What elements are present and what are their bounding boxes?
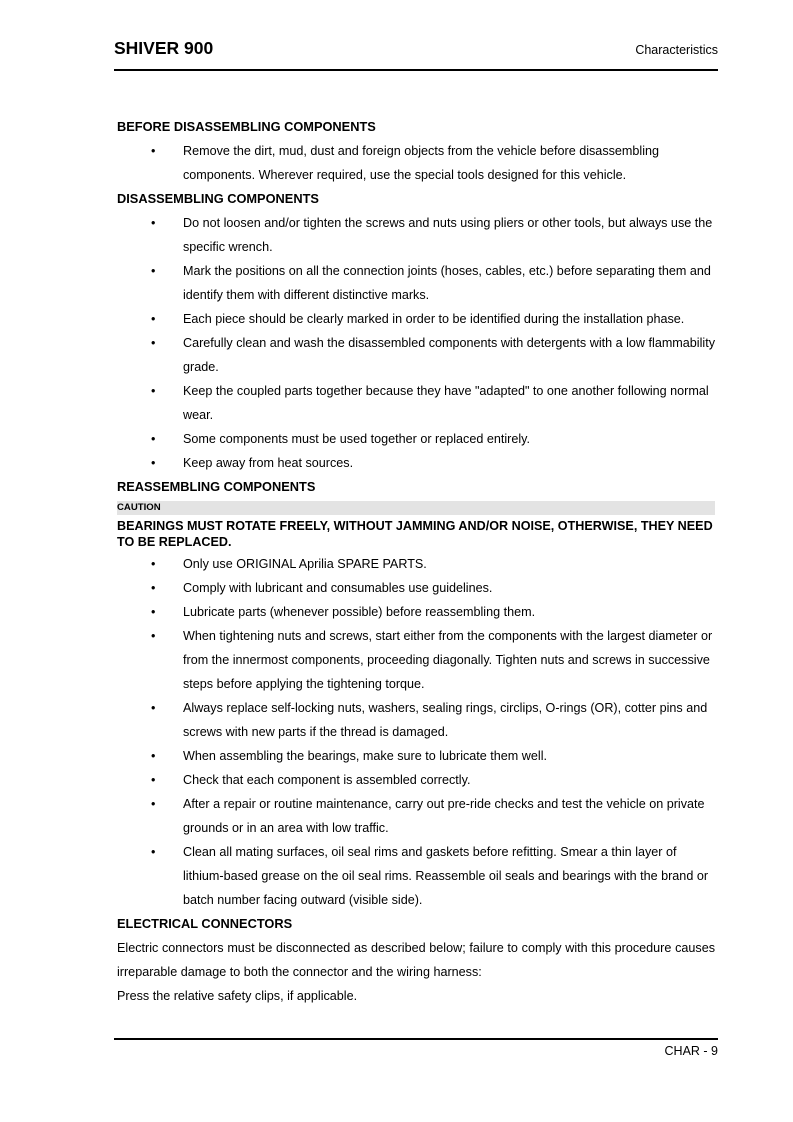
electrical-paragraph: Electric connectors must be disconnected as described below; failure to comply with this procedure causes irreparable damage to both the connector and the wiring harness: (117, 941, 715, 979)
disassembling-list (117, 211, 715, 475)
list-item: • Clean all mating surfaces, oil seal rims and gaskets before refitting. Smear a thin layer of lithium-based grease on the oil seal rims. Reassemble oil seals and bearings with the brand or batch number facing outward (visible side). (117, 840, 715, 912)
list-item: • Lubricate parts (whenever possible) before reassembling them. (117, 600, 715, 624)
list-item: • Some components must be used together or replaced entirely. (117, 427, 715, 451)
list-item: • Keep the coupled parts together because they have "adapted" to one another following normal wear. (117, 379, 715, 427)
document-title: SHIVER 900 (114, 38, 214, 58)
list-item: • When assembling the bearings, make sure to lubricate them well. (117, 744, 715, 768)
list-item: • Do not loosen and/or tighten the screws and nuts using pliers or other tools, but always use the specific wrench. (117, 211, 715, 259)
electrical-connectors-heading: ELECTRICAL CONNECTORS (117, 916, 293, 931)
list-item: • When tightening nuts and screws, start either from the components with the largest diameter or from the innermost components, proceeding diagonally. Tighten nuts and screws in successive steps before applying the tightening torque. (117, 624, 715, 696)
list-item: • Carefully clean and wash the disassembled components with detergents with a low flammability grade. (117, 331, 715, 379)
page-content (117, 115, 715, 1008)
reassembling-list (117, 552, 715, 912)
page-footer (114, 1038, 718, 1058)
list-item: • After a repair or routine maintenance, carry out pre-ride checks and test the vehicle on private grounds or in an area with low traffic. (117, 792, 715, 840)
list-item: • Comply with lubricant and consumables use guidelines. (117, 576, 715, 600)
section-name: Characteristics (635, 43, 718, 57)
page-header (114, 37, 718, 71)
list-item: • Remove the dirt, mud, dust and foreign objects from the vehicle before disassembling components. Wherever required, use the special tools designed for this vehicle. (117, 139, 715, 187)
list-item: • Check that each component is assembled correctly. (117, 768, 715, 792)
caution-label: CAUTION (117, 501, 715, 515)
electrical-note: Press the relative safety clips, if applicable. (117, 989, 358, 1003)
disassembling-heading: DISASSEMBLING COMPONENTS (117, 191, 319, 206)
list-item: • Keep away from heat sources. (117, 451, 715, 475)
caution-text: BEARINGS MUST ROTATE FREELY, WITHOUT JAMMING AND/OR NOISE, OTHERWISE, THEY NEED TO BE REPLACED. (117, 519, 713, 549)
list-item: • Only use ORIGINAL Aprilia SPARE PARTS. (117, 552, 715, 576)
list-item: • Always replace self-locking nuts, washers, sealing rings, circlips, O-rings (OR), cotter pins and screws with new parts if the thread is damaged. (117, 696, 715, 744)
list-item: • Each piece should be clearly marked in order to be identified during the installation phase. (117, 307, 715, 331)
list-item: • Mark the positions on all the connection joints (hoses, cables, etc.) before separating them and identify them with different distinctive marks. (117, 259, 715, 307)
page-number: CHAR - 9 (664, 1044, 718, 1058)
before-disassembling-heading: BEFORE DISASSEMBLING COMPONENTS (117, 119, 376, 134)
before-disassembling-list (117, 139, 715, 187)
reassembling-heading: REASSEMBLING COMPONENTS (117, 479, 316, 494)
